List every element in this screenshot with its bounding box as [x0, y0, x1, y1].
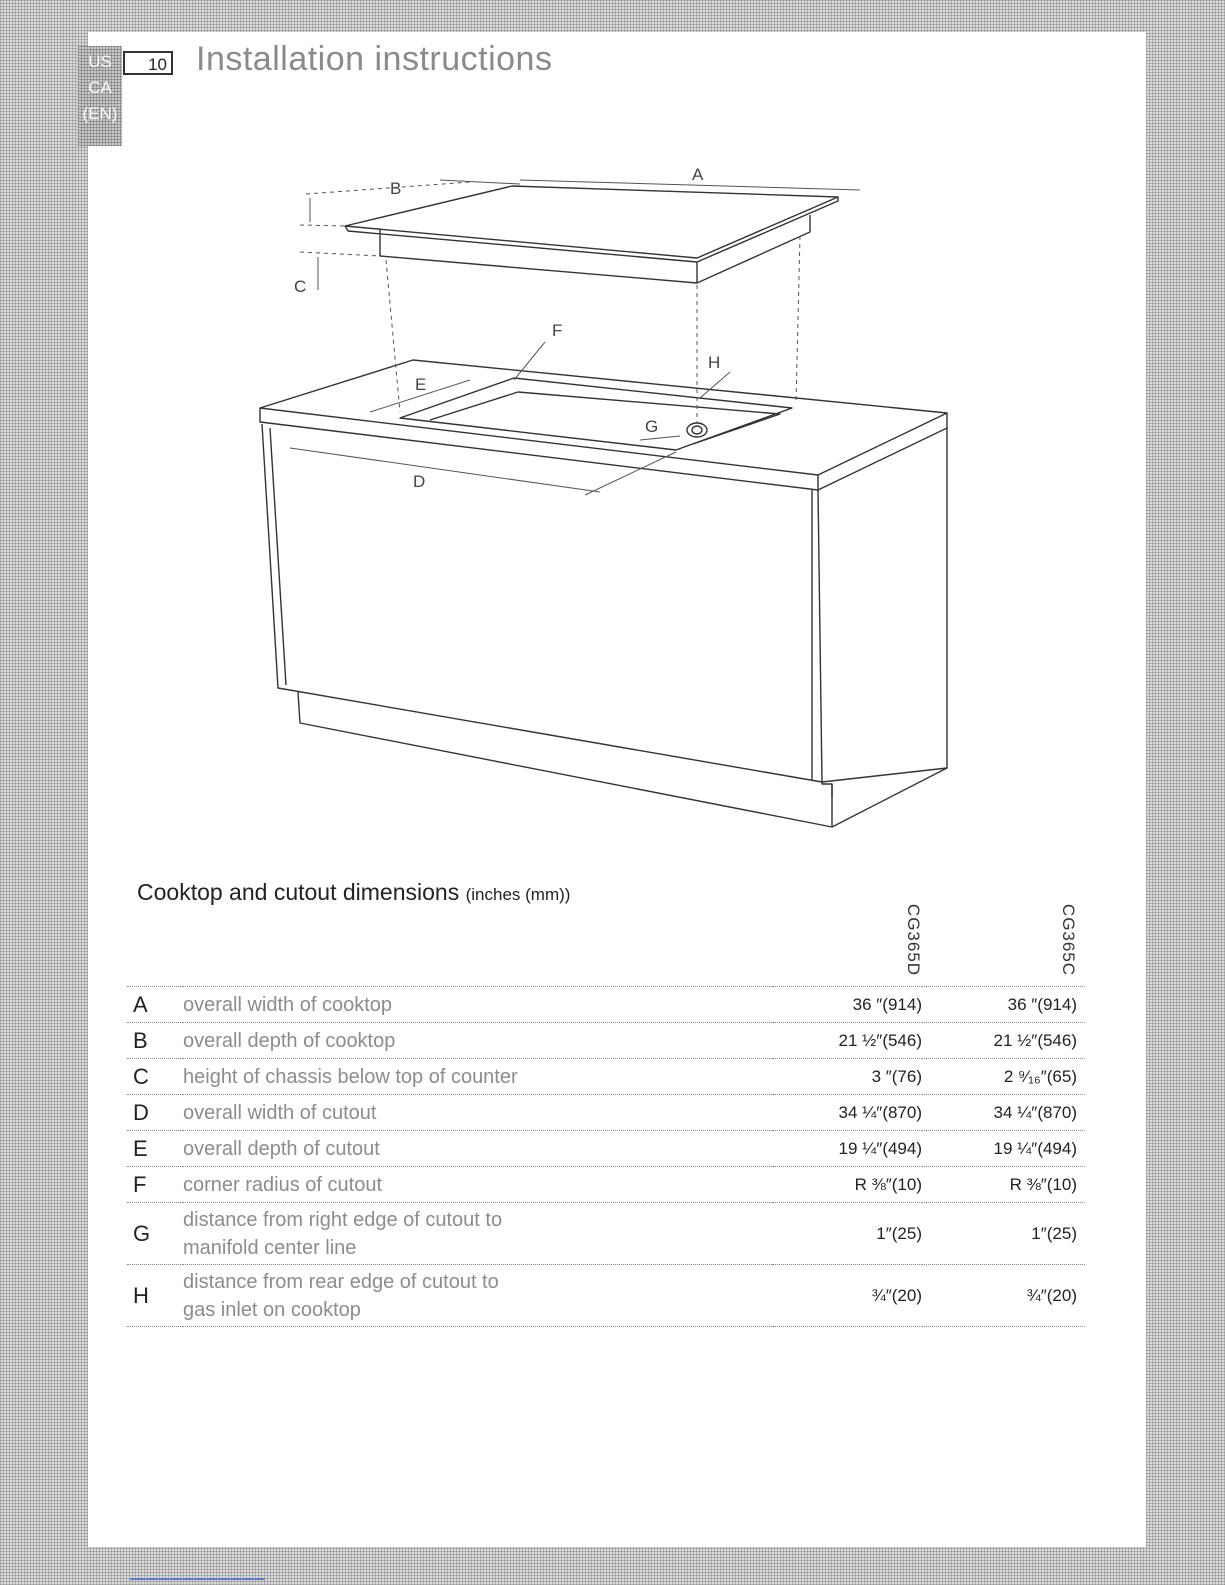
- table-row: [127, 1203, 1085, 1265]
- row-description-line: distance from rear edge of cutout to: [183, 1270, 499, 1293]
- bottom-link-underline: [130, 1578, 265, 1580]
- value-cg365c: 19 ¼″(494): [922, 1131, 1085, 1167]
- dimensions-table: [127, 986, 1085, 1327]
- cabinet-plinth: [298, 692, 832, 827]
- row-description: overall depth of cutout: [183, 1131, 772, 1167]
- section-heading: [137, 879, 570, 906]
- diagram-label-c: C: [294, 277, 307, 296]
- diagram-label-b: B: [390, 179, 402, 198]
- table-row: [127, 1167, 1085, 1203]
- value-cg365c: 1″(25): [922, 1203, 1085, 1265]
- row-description: corner radius of cutout: [183, 1167, 772, 1203]
- value-cg365d: 34 ¼″(870): [772, 1095, 922, 1131]
- row-letter: H: [127, 1265, 183, 1327]
- value-cg365d: 19 ¼″(494): [772, 1131, 922, 1167]
- value-cg365c: 2 ⁹⁄₁₆″(65): [922, 1059, 1085, 1095]
- value-cg365c: 34 ¼″(870): [922, 1095, 1085, 1131]
- cooktop-top-plate: [345, 186, 838, 258]
- value-cg365d: 3 ″(76): [772, 1059, 922, 1095]
- row-description: overall width of cutout: [183, 1095, 772, 1131]
- row-description: overall width of cooktop: [183, 987, 772, 1023]
- row-description: [183, 1203, 772, 1265]
- value-cg365d: 1″(25): [772, 1203, 922, 1265]
- row-letter: A: [127, 987, 183, 1023]
- diagram-label-h: H: [708, 353, 721, 372]
- table-row: [127, 987, 1085, 1023]
- diagram-label-f: F: [552, 321, 563, 340]
- value-cg365d: 36 ″(914): [772, 987, 922, 1023]
- table-row: [127, 1265, 1085, 1327]
- table-row: [127, 1023, 1085, 1059]
- diagram-label-g: G: [645, 417, 659, 436]
- lang-code-us: US: [88, 52, 112, 71]
- row-description-line: manifold center line: [183, 1236, 357, 1259]
- value-cg365c: ¾″(20): [922, 1265, 1085, 1327]
- table-row: [127, 1131, 1085, 1167]
- value-cg365d: ¾″(20): [772, 1265, 922, 1327]
- row-letter: G: [127, 1203, 183, 1265]
- row-description: overall depth of cooktop: [183, 1023, 772, 1059]
- row-description-line: distance from right edge of cutout to: [183, 1208, 503, 1231]
- diagram-label-d: D: [413, 472, 426, 491]
- value-cg365c: 21 ½″(546): [922, 1023, 1085, 1059]
- table-row: [127, 1095, 1085, 1131]
- row-letter: D: [127, 1095, 183, 1131]
- row-description: height of chassis below top of counter: [183, 1059, 772, 1095]
- counter-top: [260, 360, 947, 475]
- diagram-label-a: A: [692, 165, 704, 184]
- row-letter: C: [127, 1059, 183, 1095]
- lang-code-en: (EN): [82, 104, 118, 123]
- row-letter: E: [127, 1131, 183, 1167]
- diagram-label-e: E: [415, 375, 427, 394]
- table-row: [127, 1059, 1085, 1095]
- section-unit: (inches (mm)): [465, 885, 571, 904]
- page-number: 10: [123, 51, 173, 75]
- value-cg365d: R ⅜″(10): [772, 1167, 922, 1203]
- column-header-cg365c: CG365C: [1059, 903, 1078, 977]
- section-title: Cooktop and cutout dimensions: [137, 879, 460, 905]
- value-cg365c: R ⅜″(10): [922, 1167, 1085, 1203]
- value-cg365d: 21 ½″(546): [772, 1023, 922, 1059]
- row-description-line: gas inlet on cooktop: [183, 1298, 361, 1321]
- cabinet-body: [262, 424, 822, 782]
- value-cg365c: 36 ″(914): [922, 987, 1085, 1023]
- row-description: [183, 1265, 772, 1327]
- page-title: Installation instructions: [196, 40, 553, 78]
- row-letter: F: [127, 1167, 183, 1203]
- lang-code-ca: CA: [88, 78, 112, 97]
- column-header-cg365d: CG365D: [904, 903, 923, 977]
- row-letter: B: [127, 1023, 183, 1059]
